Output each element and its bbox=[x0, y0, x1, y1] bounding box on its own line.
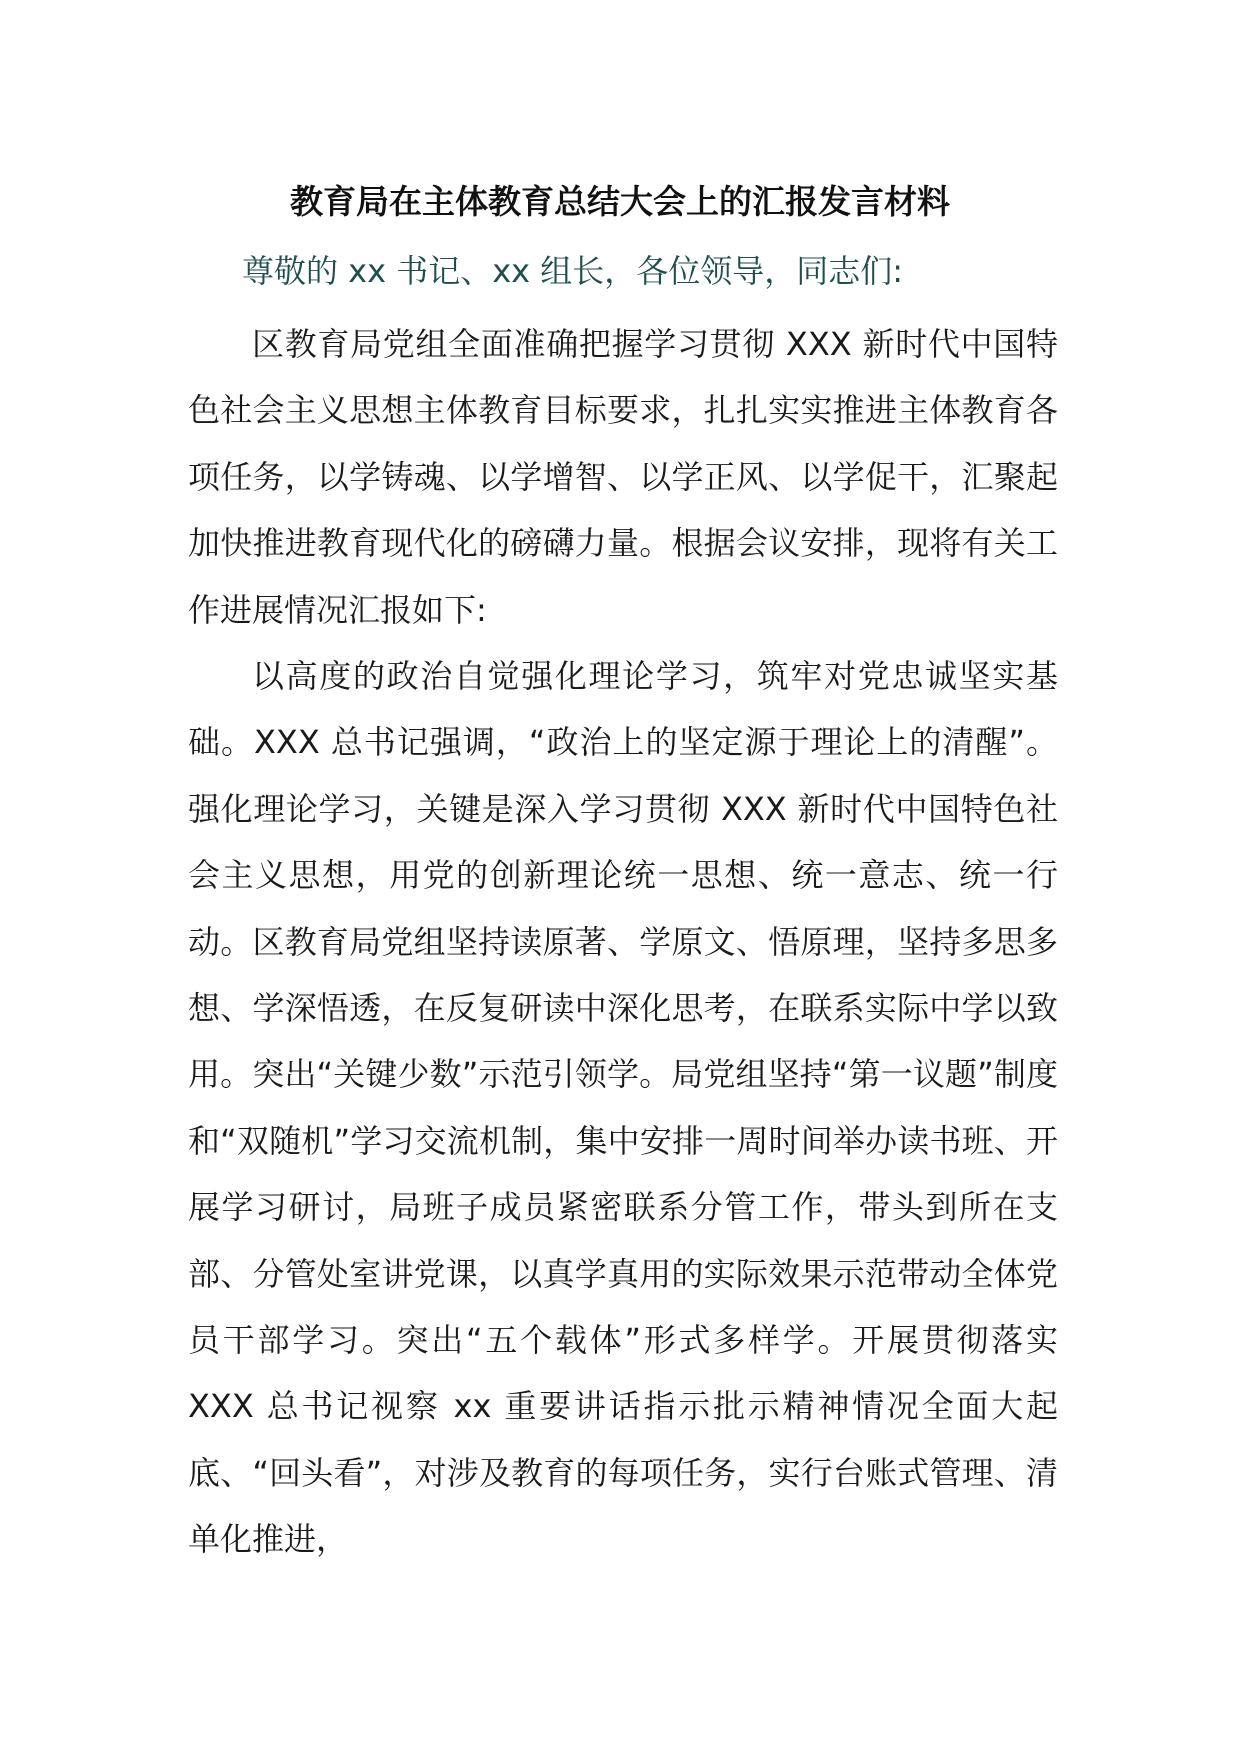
paragraph-text: 以高度的政治自觉强化理论学习，筑牢对党忠诚坚实基础。XXX 总书记强调，“政治上的坚定源于理论上的清醒”。强化理论学习，关键是深入学习贯彻 XXX 新时代中国特色社会主义思想，用党的创新理论统一思想、统一意志、统一行动。区教育局党组坚持读原著、学原文、悟原理，坚持多思多想、学深悟透，在反复研读中深化思考，在联系实际中学以致用。突出“关键少数”示范引领学。局党组坚持“第一议题”制度和“双随机”学习交流机制，集中安排一周时间举办读书班、开展学习研讨，局班子成员紧密联系分管工作，带头到所在支部、分管处室讲党课，以真学真用的实际效果示范带动全体党员干部学习。突出“五个载体”形式多样学。开展贯彻落实 XXX 总书记视察 xx 重要讲话指示批示精神情况全面大起底、“回头看”，对涉及教育的每项任务，实行台账式管理、清单化推进， bbox=[188, 657, 1058, 1559]
salutation: 尊敬的 xx 书记、xx 组长，各位领导，同志们: bbox=[242, 252, 904, 290]
paragraph-intro bbox=[188, 311, 1058, 643]
document-title: 教育局在主体教育总结大会上的汇报发言材料 bbox=[290, 182, 950, 221]
paragraph-theory-study bbox=[188, 643, 1058, 1573]
paragraph-text: 区教育局党组全面准确把握学习贯彻 XXX 新时代中国特色社会主义思想主体教育目标要求，扎扎实实推进主体教育各项任务，以学铸魂、以学增智、以学正风、以学促干，汇聚起加快推进教育现代化的磅礴力量。根据会议安排，现将有关工作进展情况汇报如下: bbox=[188, 325, 1058, 629]
